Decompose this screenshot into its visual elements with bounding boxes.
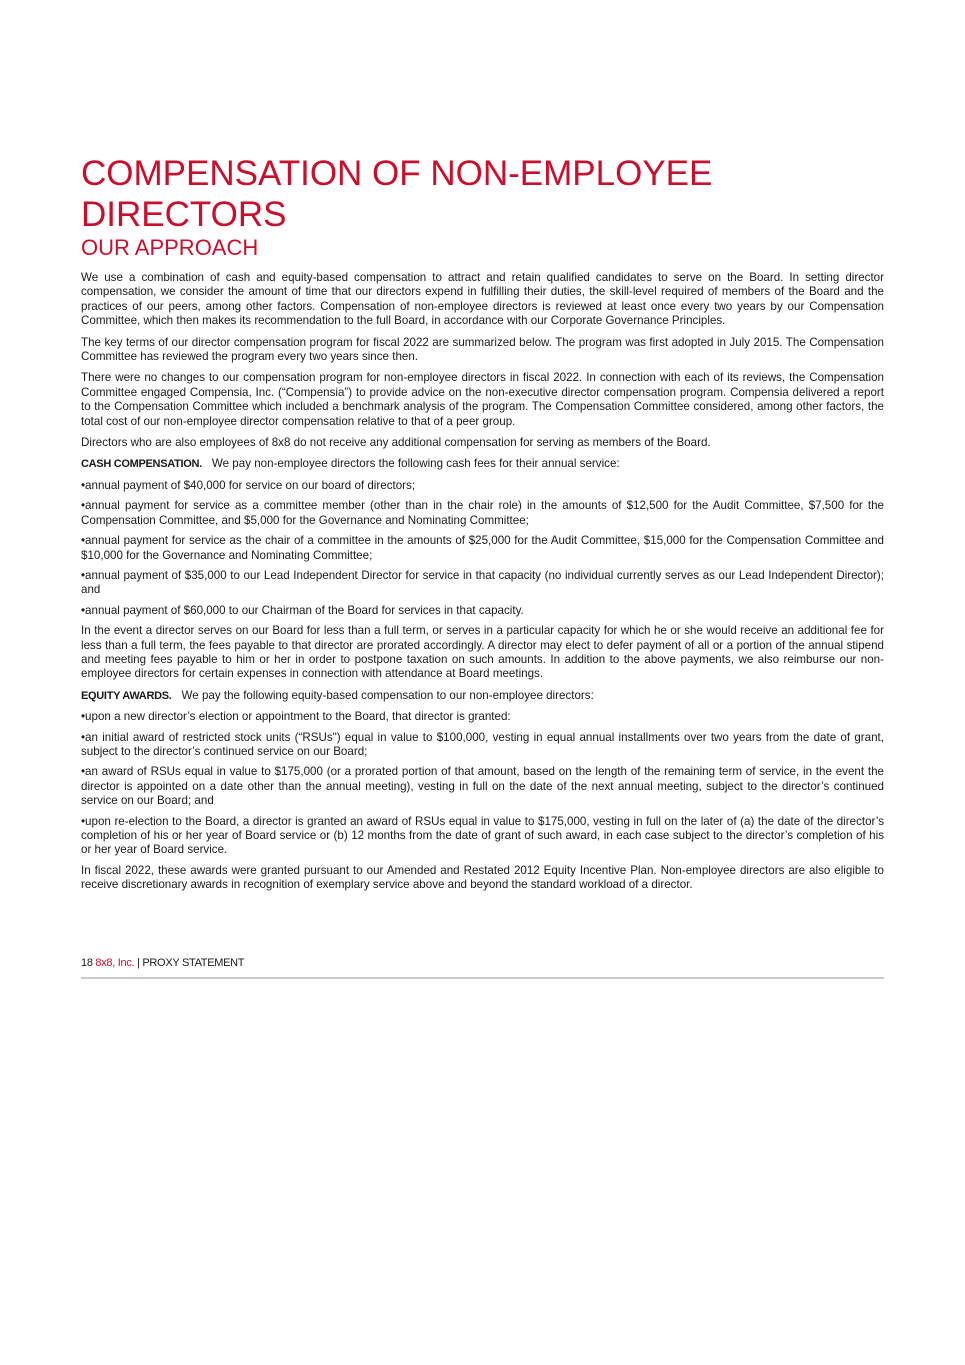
page-title-line2: DIRECTORS [81,195,287,234]
list-item: •annual payment of $60,000 to our Chairman of the Board for services in that capacity. [81,603,524,617]
list-item: •annual payment of $40,000 for service on our board of directors; [81,478,416,492]
list-item: •an award of RSUs equal in value to $175,000 (or a prorated portion of that amount, based on the length of the remaining term of service, in the event the director is appointed on a date other than the annual meeting), vesting in full on the date of the next annual meeting, subject to the director’s continued service on our Board; and [81,765,884,808]
list-item: •annual payment for service as the chair of a committee in the amounts of $25,000 for the Audit Committee, $15,000 for the Compensation Committee and $10,000 for the Governance and Nominating Committee; [81,534,884,562]
paragraph-key-terms: The key terms of our director compensation program for fiscal 2022 are summarized below. The program was first adopted in July 2015. The Compensation Committee has reviewed the program every two years since then. [81,335,884,364]
footer-divider [81,977,884,979]
document-name: | PROXY STATEMENT [137,957,245,969]
equity-awards-intro-text: We pay the following equity-based compensation to our non-employee directors: [181,688,594,702]
page-footer [81,957,884,969]
list-item: •annual payment for service as a committee member (other than in the chair role) in the amounts of $12,500 for the Audit Committee, $7,500 for the Compensation Committee, and $5,000 for the Governance and Nominating Committee; [81,499,884,527]
list-item: •annual payment of $35,000 to our Lead Independent Director for service in that capacity (no individual currently serves as our Lead Independent Director); and [81,568,884,597]
paragraph-equity-plan: In fiscal 2022, these awards were granted pursuant to our Amended and Restated 2012 Equity Incentive Plan. Non-employee directors are also eligible to receive discretionary awards in recognition of exemplary service above and beyond the standard workload of a director. [81,863,884,892]
page-title [81,153,884,235]
equity-awards-lead: EQUITY AWARDS. [81,689,172,702]
list-item: •an initial award of restricted stock units (“RSUs") equal in value to $100,000, vesting in equal annual installments over two years from the date of grant, subject to the director’s continued service on our Board; [81,730,884,758]
list-item: •upon re-election to the Board, a director is granted an award of RSUs equal in value to $175,000, vesting in full on the later of (a) the date of the director’s completion of his or her year of Board service or (b) 12 months from the date of grant of such award, in each case subject to the director’s completion of his or her year of Board service. [81,814,884,857]
paragraph-no-changes: There were no changes to our compensation program for non-employee directors in fiscal 2022. In connection with each of its reviews, the Compensation Committee engaged Compensia, Inc. (“Compensia”) to provide advice on the non-executive director compensation program. Compensia delivered a report to the Compensation Committee which included a benchmark analysis of the program. The Compensation Committee considered, among other factors, the total cost of our non-employee director compensation relative to that of a peer group. [81,371,884,428]
cash-compensation-intro-text: We pay non-employee directors the following cash fees for their annual service: [211,457,620,471]
page-number: 18 [81,957,93,969]
section-subtitle: OUR APPROACH [81,235,259,260]
paragraph-employee-directors: Directors who are also employees of 8x8 do not receive any additional compensation for serving as members of the Board. [81,436,711,450]
paragraph-prorated-fees: In the event a director serves on our Board for less than a full term, or serves in a particular capacity for which he or she would receive an additional fee for less than a full term, the fees payable to that director are prorated accordingly. A director may elect to defer payment of all or a portion of the annual stipend and meeting fees payable to him or her in order to postpone taxation on such amounts. In addition to the above payments, we also reimburse our non-employee directors for certain expenses in connection with attendance at Board meetings. [81,624,884,681]
company-name: 8x8, Inc. [95,957,135,969]
cash-compensation-lead: CASH COMPENSATION. [81,458,202,471]
list-item: •upon a new director’s election or appointment to the Board, that director is granted: [81,710,511,724]
page-title-line1: COMPENSATION OF NON-EMPLOYEE [81,154,713,193]
paragraph-approach: We use a combination of cash and equity-based compensation to attract and retain qualified candidates to serve on the Board. In setting director compensation, we consider the amount of time that our directors expend in fulfilling their duties, the skill-level required of members of the Board and the practices of our peers, among other factors. Compensation of non-employee directors is reviewed at least once every two years by our Compensation Committee, which then makes its recommendation to the full Board, in accordance with our Corporate Governance Principles. [81,271,884,328]
equity-awards-intro [81,689,884,703]
page-content [81,153,884,900]
cash-compensation-intro [81,457,884,471]
